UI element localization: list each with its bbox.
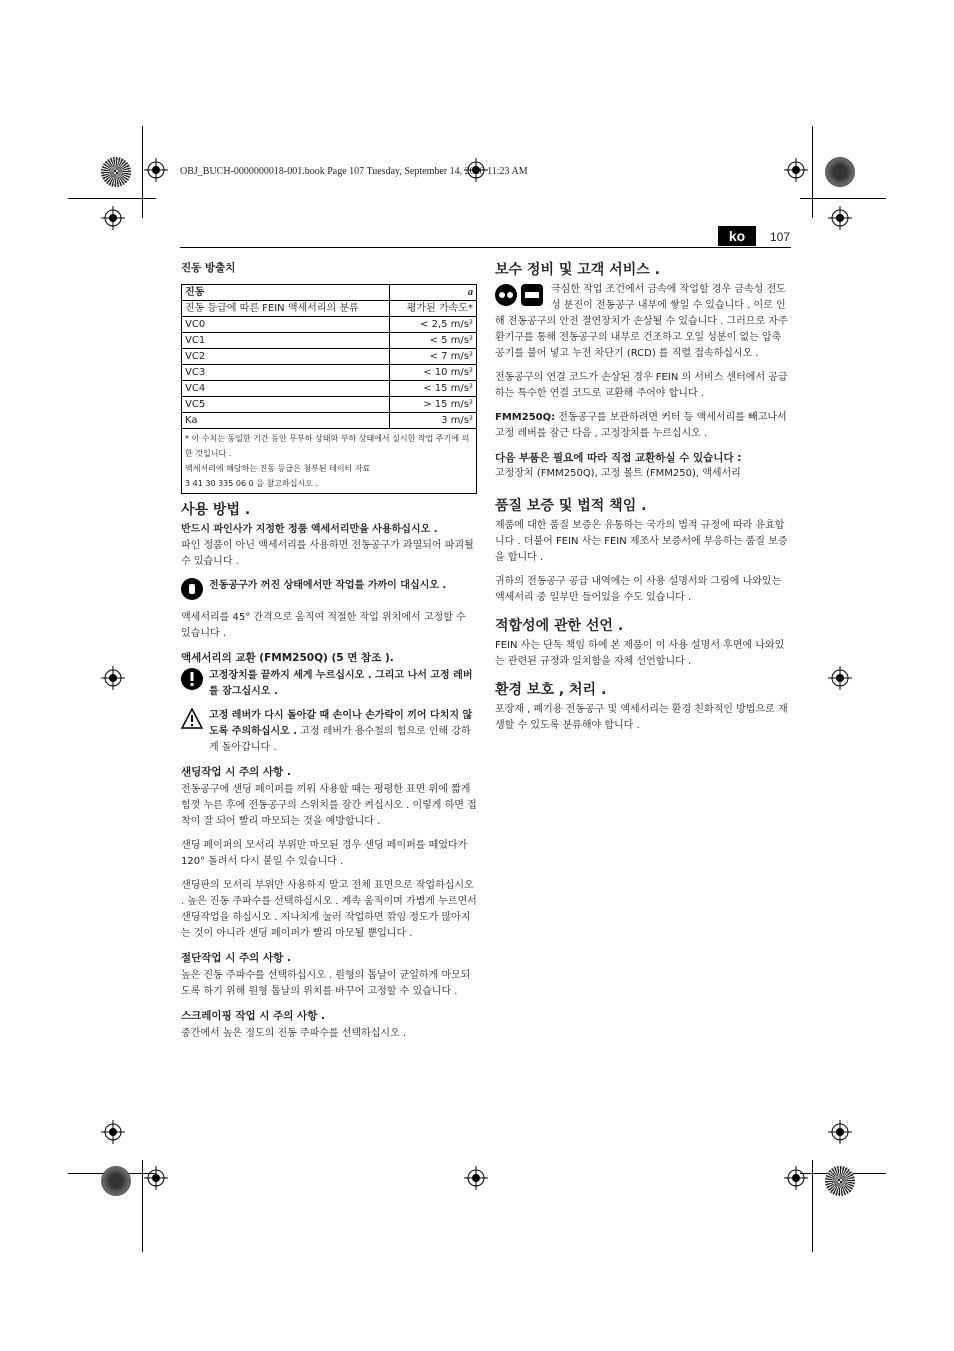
language-tag: ko (718, 226, 756, 246)
service-p3: 전동공구를 보관하려면 커터 등 액세서리를 빼고나서 고정 레버를 잠근 다음 , 고정장치를 누르십시오 . (495, 412, 787, 439)
table-cell: VC4 (182, 381, 390, 397)
registration-mark-icon (101, 206, 125, 230)
left-column (181, 260, 477, 1050)
vibration-title: 진동 방출치 (181, 262, 236, 274)
table-cell: > 15 m/s² (390, 397, 477, 413)
service-p2: 전동공구의 연결 코드가 손상된 경우 FEIN 의 서비스 센터에서 공급하는 특수한 연결 코드로 교환해 주어야 합니다 . (495, 372, 788, 399)
sanding-title: 샌딩작업 시 주의 사항 . (181, 766, 291, 778)
sanding-p1: 전동공구에 샌딩 페이퍼를 끼워 사용할 때는 평평한 표면 위에 짧게 힘껏 누른 후에 전동공구의 스위치를 잠간 켜십시오 . 이렇게 하면 접착이 잘 되어 빨리 마모되는 것을 예방합니다 . (181, 784, 477, 827)
parts-text: 고정장치 (FMM250Q), 고정 볼트 (FMM250), 액세서리 (495, 468, 741, 479)
lever-warning-text: 고정 레버가 용수철의 힘으로 인해 강하게 돌아갑니다 . (209, 726, 471, 753)
change-warning-text: 고정장치를 끝까지 세게 누르십시오 . 그리고 나서 고정 레버를 잠그십시오 . (209, 670, 473, 697)
sanding-p3: 샌딩판의 모서리 부위만 사용하지 말고 전체 표면으로 작업하십시오 . 높은 진동 주파수를 선택하십시오 . 계속 움직이며 가볍게 누르면서 샌딩작업을 하십시오 . 지나치게 눌러 작업하면 깎임 정도가 많아지는 것이 아니라 샌딩 페이퍼가 빨리 마모될 뿐입니다 . (181, 880, 477, 939)
color-wheel-icon (101, 1166, 131, 1196)
lever-warning-row (181, 708, 477, 756)
table-cell: < 10 m/s² (390, 365, 477, 381)
table-head-right: a (390, 285, 477, 301)
table-cell: < 7 m/s² (390, 349, 477, 365)
color-wheel-icon (101, 157, 131, 187)
warranty-title: 품질 보증 및 법적 책임 . (495, 498, 647, 514)
table-cell: 3 m/s² (390, 413, 477, 429)
table-head-label: 진동 (182, 285, 390, 301)
usage-text: 파인 정품이 아닌 액세서리를 사용하면 전동공구가 과열되어 파괴될 수 있습니다 . (181, 540, 474, 567)
warning-triangle-icon (181, 708, 203, 730)
table-sub-left: 진동 등급에 따른 FEIN 액세서리의 분류 (182, 301, 390, 317)
table-cell: < 2,5 m/s² (390, 317, 477, 333)
table-note-line: * 이 수치는 동일한 기간 동안 무부하 상태와 부하 상태에서 실시한 작업 주기에 의한 것입니다 . (185, 434, 470, 458)
table-cell: VC0 (182, 317, 390, 333)
registration-mark-icon (828, 206, 852, 230)
registration-mark-icon (144, 1166, 168, 1190)
color-wheel-icon (825, 1166, 855, 1196)
crop-mark (142, 126, 143, 218)
conformity-text: FEIN 사는 단독 책임 하에 본 제품이 이 사용 설명서 후면에 나와있는 관련된 규정과 일치함을 자체 선언합니다 . (495, 640, 785, 667)
right-column (495, 260, 791, 742)
table-cell: Ka (182, 413, 390, 429)
registration-mark-icon (784, 1166, 808, 1190)
registration-mark-icon (828, 666, 852, 690)
conformity-title: 적합성에 관한 선언 . (495, 618, 624, 634)
service-p3-label: FMM250Q: (495, 412, 556, 423)
table-cell: < 15 m/s² (390, 381, 477, 397)
cutting-text: 높은 진동 주파수를 선택하십시오 . 원형의 톱날이 균일하게 마모되도록 하기 위해 원형 톱날의 위치를 바꾸어 고정할 수 있습니다 . (181, 970, 471, 997)
table-cell: < 5 m/s² (390, 333, 477, 349)
page-number: 107 (770, 230, 791, 244)
registration-mark-icon (101, 1120, 125, 1144)
scraping-title: 스크레이핑 작업 시 주의 사항 . (181, 1010, 325, 1022)
registration-mark-icon (464, 1166, 488, 1190)
table-note-line: 액세서리에 해당하는 진동 등급은 첨부된 데이터 자료 (185, 464, 371, 473)
service-title: 보수 정비 및 고객 서비스 . (495, 262, 660, 278)
table-cell: VC1 (182, 333, 390, 349)
vibration-table (181, 284, 477, 494)
table-cell: VC2 (182, 349, 390, 365)
color-wheel-icon (825, 157, 855, 187)
scraping-text: 중간에서 높은 정도의 진동 주파수를 선택하십시오 . (181, 1028, 407, 1039)
hand-mandatory-icon (181, 578, 203, 600)
table-sub-right: 평가된 가속도* (390, 301, 477, 317)
off-warning-row (181, 578, 477, 600)
parts-title: 다음 부품은 필요에 따라 직접 교환하실 수 있습니다 : (495, 452, 742, 464)
usage-title: 사용 방법 . (181, 502, 251, 518)
table-cell: VC3 (182, 365, 390, 381)
warranty-p1: 제품에 대한 품질 보증은 유통하는 국가의 법적 규정에 따라 유효합니다 . 더불어 FEIN 사는 FEIN 제조사 보증서에 부응하는 품질 보증을 합니다 . (495, 520, 788, 563)
goggles-icon (495, 284, 517, 306)
warranty-p2: 귀하의 전동공구 공급 내역에는 이 사용 설명서와 그림에 나와있는 액세서리 중 일부만 들어있을 수도 있습니다 . (495, 576, 782, 603)
registration-mark-icon (828, 1120, 852, 1144)
usage-bold: 반드시 파인사가 지정한 정품 액세서리만을 사용하십시오 . (181, 524, 438, 535)
registration-mark-icon (784, 158, 808, 182)
table-note-line: 3 41 30 335 06 0 을 참고하십시오 . (185, 479, 318, 488)
change-title: 액세서리의 교환 (FMM250Q) (5 면 참조 ). (181, 652, 394, 664)
cutting-title: 절단작업 시 주의 사항 . (181, 952, 291, 964)
lever-warning-bold: 고정 레버가 다시 돌아갈 때 손이나 손가락이 끼어 다치지 않도록 주의하십시오 . (209, 710, 473, 737)
registration-mark-icon (101, 666, 125, 690)
service-p1: 극심한 작업 조건에서 금속에 작업할 경우 금속성 전도성 분진이 전동공구 내부에 쌓일 수 있습니다 . 이로 인해 전동공구의 안전 절연장치가 손상될 수 있습니다 . 그러므로 자주 환기구를 통해 전동공구의 내부로 건조하고 오일 성분이 없는 압축 공기를 불어 넣고 누전 차단기 (RCD) 를 직렬 접속하십시오 . (495, 284, 788, 359)
file-info-line: OBJ_BUCH-0000000018-001.book Page 107 Tuesday, September 14, 2010 11:23 AM (180, 166, 528, 177)
table-note (182, 429, 477, 494)
change-warning-row (181, 668, 477, 700)
environment-text: 포장재 , 폐기용 전동공구 및 액세서리는 환경 친화적인 방법으로 재생할 수 있도록 분류해야 합니다 . (495, 704, 788, 731)
environment-title: 환경 보호 , 처리 . (495, 682, 607, 698)
exclamation-mandatory-icon (181, 668, 203, 690)
table-cell: VC5 (182, 397, 390, 413)
position-text: 액세서리를 45° 간격으로 움직여 적절한 작업 위치에서 고정할 수 있습니다 . (181, 612, 466, 639)
crop-mark (800, 198, 886, 199)
crop-mark (812, 126, 813, 218)
crop-mark (68, 198, 156, 199)
off-warning-text: 전동공구가 꺼진 상태에서만 작업를 가까이 대십시오 . (209, 580, 447, 591)
sanding-p2: 샌딩 페이퍼의 모서리 부위만 마모된 경우 샌딩 페이퍼를 떼었다가 120° 돌려서 다시 붙일 수 있습니다 . (181, 840, 468, 867)
header-rule (180, 247, 791, 248)
tool-icons (495, 284, 543, 306)
registration-mark-icon (144, 158, 168, 182)
compressed-air-icon (521, 284, 543, 306)
